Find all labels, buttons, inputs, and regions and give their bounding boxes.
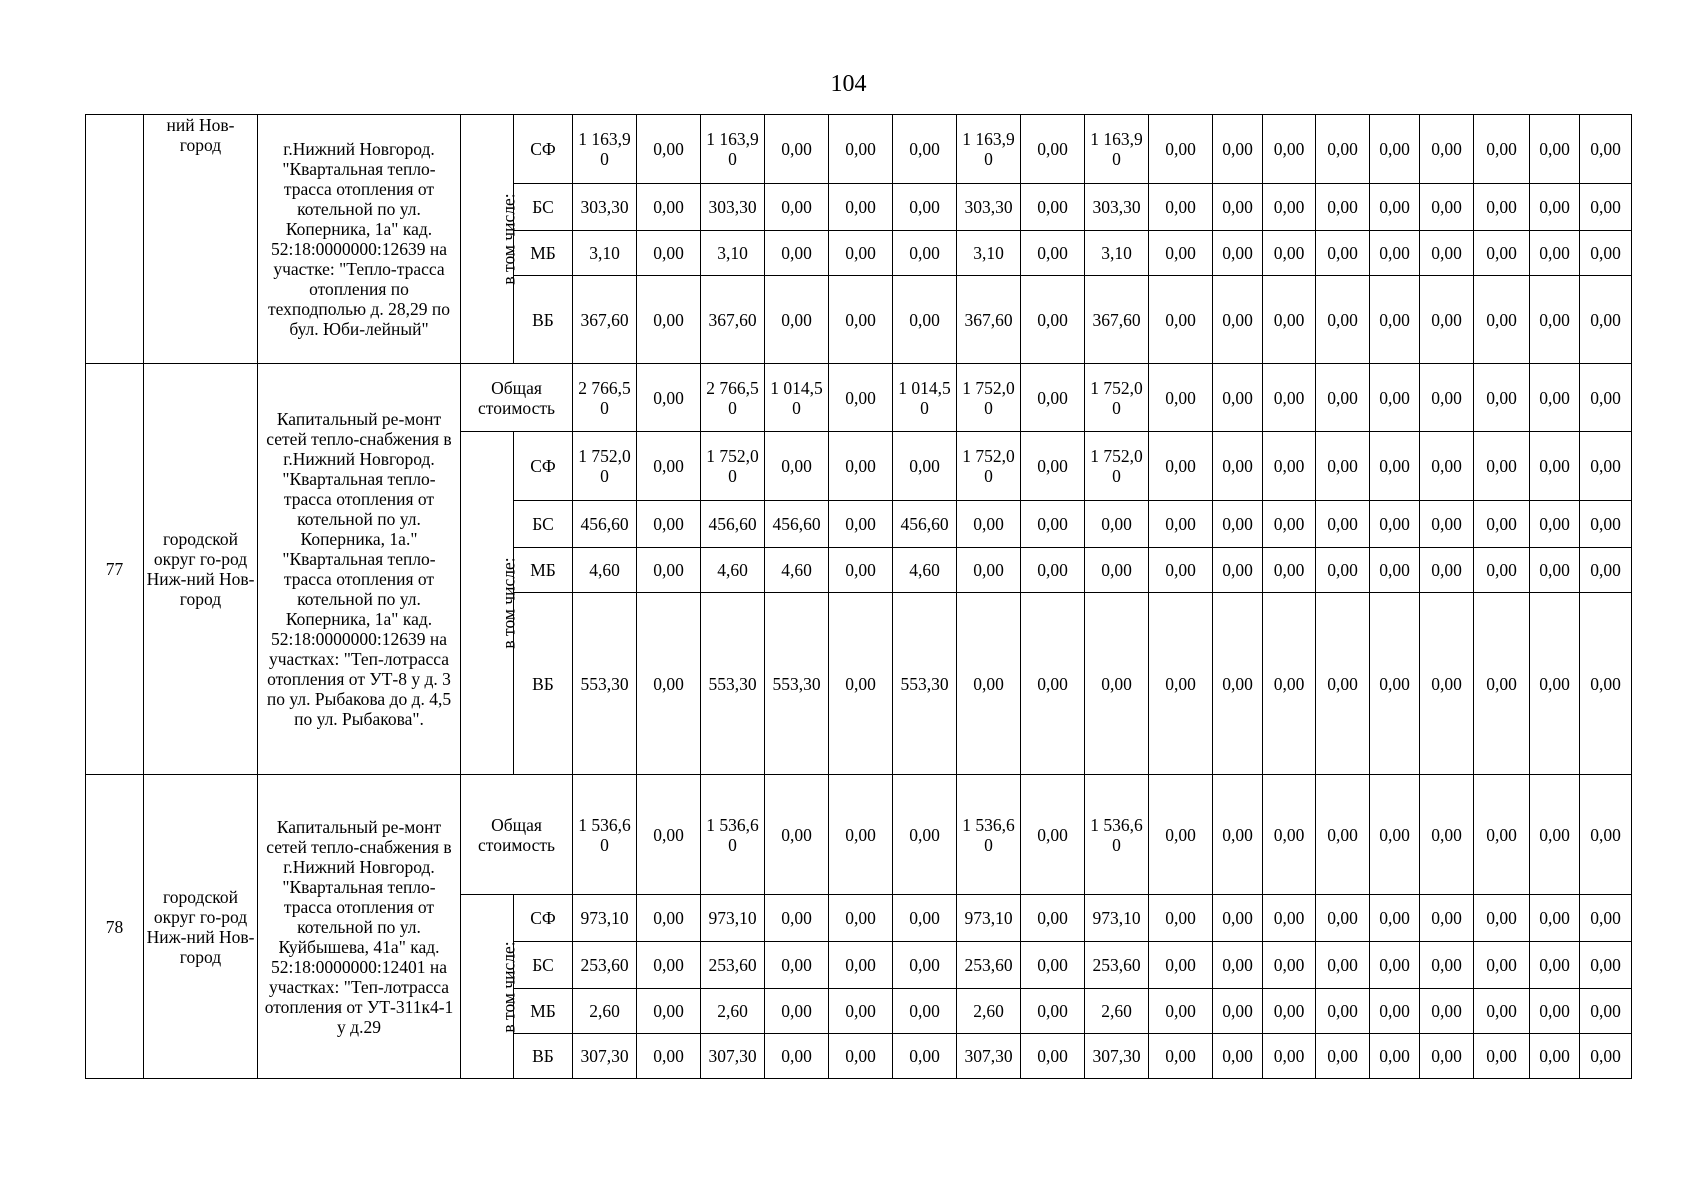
value-cell: 0,00 bbox=[637, 432, 701, 501]
funding-source: СФ bbox=[514, 895, 573, 942]
value-cell: 0,00 bbox=[1021, 501, 1085, 548]
value-cell: 0,00 bbox=[1474, 548, 1530, 593]
value-cell: 0,00 bbox=[1263, 895, 1316, 942]
value-cell: 0,00 bbox=[1316, 548, 1370, 593]
value-cell: 1 163,90 bbox=[701, 115, 765, 184]
value-cell: 456,60 bbox=[765, 501, 829, 548]
value-cell: 367,60 bbox=[1085, 276, 1149, 364]
value-cell: 0,00 bbox=[1420, 115, 1474, 184]
value-cell: 0,00 bbox=[1021, 364, 1085, 432]
value-cell: 0,00 bbox=[1370, 184, 1420, 231]
value-cell: 0,00 bbox=[1149, 593, 1213, 775]
value-cell: 0,00 bbox=[1263, 276, 1316, 364]
value-cell: 0,00 bbox=[765, 989, 829, 1034]
value-cell: 0,00 bbox=[957, 501, 1021, 548]
value-cell: 0,00 bbox=[637, 593, 701, 775]
value-cell: 0,00 bbox=[1021, 775, 1085, 895]
value-cell: 0,00 bbox=[637, 276, 701, 364]
value-cell: 0,00 bbox=[893, 231, 957, 276]
value-cell: 1 752,00 bbox=[1085, 364, 1149, 432]
value-cell: 4,60 bbox=[765, 548, 829, 593]
value-cell: 553,30 bbox=[573, 593, 637, 775]
value-cell: 0,00 bbox=[1021, 548, 1085, 593]
value-cell: 0,00 bbox=[1021, 1034, 1085, 1079]
value-cell: 0,00 bbox=[1474, 989, 1530, 1034]
value-cell: 0,00 bbox=[1021, 184, 1085, 231]
value-cell: 253,60 bbox=[573, 942, 637, 989]
value-cell: 0,00 bbox=[1149, 276, 1213, 364]
value-cell: 0,00 bbox=[1580, 989, 1632, 1034]
value-cell: 553,30 bbox=[765, 593, 829, 775]
value-cell: 0,00 bbox=[1213, 942, 1263, 989]
value-cell: 0,00 bbox=[1420, 895, 1474, 942]
value-cell: 0,00 bbox=[1474, 231, 1530, 276]
value-cell: 0,00 bbox=[1149, 231, 1213, 276]
value-cell: 0,00 bbox=[1474, 276, 1530, 364]
value-cell: 0,00 bbox=[1316, 942, 1370, 989]
value-cell: 0,00 bbox=[893, 1034, 957, 1079]
value-cell: 0,00 bbox=[637, 942, 701, 989]
value-cell: 0,00 bbox=[1021, 942, 1085, 989]
value-cell: 0,00 bbox=[1420, 432, 1474, 501]
value-cell: 0,00 bbox=[637, 989, 701, 1034]
value-cell: 0,00 bbox=[1530, 276, 1580, 364]
value-cell: 1 752,00 bbox=[957, 432, 1021, 501]
value-cell: 0,00 bbox=[1530, 942, 1580, 989]
value-cell: 0,00 bbox=[1370, 1034, 1420, 1079]
value-cell: 2,60 bbox=[701, 989, 765, 1034]
value-cell: 0,00 bbox=[1213, 432, 1263, 501]
value-cell: 0,00 bbox=[1149, 942, 1213, 989]
value-cell: 0,00 bbox=[1530, 501, 1580, 548]
value-cell: 0,00 bbox=[1316, 1034, 1370, 1079]
value-cell: 0,00 bbox=[637, 231, 701, 276]
value-cell: 3,10 bbox=[957, 231, 1021, 276]
value-cell: 0,00 bbox=[1474, 942, 1530, 989]
value-cell: 0,00 bbox=[1474, 1034, 1530, 1079]
value-cell: 973,10 bbox=[1085, 895, 1149, 942]
value-cell: 367,60 bbox=[701, 276, 765, 364]
value-cell: 0,00 bbox=[1580, 775, 1632, 895]
value-cell: 0,00 bbox=[1370, 593, 1420, 775]
value-cell: 2,60 bbox=[1085, 989, 1149, 1034]
value-cell: 0,00 bbox=[1370, 432, 1420, 501]
value-cell: 307,30 bbox=[573, 1034, 637, 1079]
value-cell: 0,00 bbox=[1021, 231, 1085, 276]
total-label: Общая стоимость bbox=[461, 775, 573, 895]
funding-source: БС bbox=[514, 184, 573, 231]
value-cell: 0,00 bbox=[1263, 593, 1316, 775]
value-cell: 0,00 bbox=[1149, 364, 1213, 432]
value-cell: 0,00 bbox=[1021, 989, 1085, 1034]
description-cell: г.Нижний Новгород. "Квартальная тепло-трасса отопления от котельной по ул. Коперника, 1а" кад. 52:18:0000000:12639 на участке: "Тепло-трасса отопления по техподполью д. 28,29 по бул. Юби-лейный" bbox=[258, 115, 461, 364]
value-cell: 0,00 bbox=[1213, 1034, 1263, 1079]
value-cell: 0,00 bbox=[1263, 775, 1316, 895]
value-cell: 0,00 bbox=[1213, 231, 1263, 276]
value-cell: 0,00 bbox=[1474, 364, 1530, 432]
funding-source: СФ bbox=[514, 432, 573, 501]
value-cell: 303,30 bbox=[957, 184, 1021, 231]
value-cell: 0,00 bbox=[1213, 115, 1263, 184]
value-cell: 0,00 bbox=[1370, 231, 1420, 276]
value-cell: 0,00 bbox=[1316, 184, 1370, 231]
value-cell: 0,00 bbox=[1420, 1034, 1474, 1079]
value-cell: 0,00 bbox=[1474, 775, 1530, 895]
value-cell: 0,00 bbox=[829, 895, 893, 942]
budget-table bbox=[85, 114, 1632, 1079]
value-cell: 0,00 bbox=[765, 1034, 829, 1079]
value-cell: 0,00 bbox=[893, 184, 957, 231]
value-cell: 0,00 bbox=[1149, 548, 1213, 593]
value-cell: 0,00 bbox=[1263, 184, 1316, 231]
page-number: 104 bbox=[830, 71, 867, 97]
value-cell: 0,00 bbox=[765, 184, 829, 231]
value-cell: 0,00 bbox=[1316, 895, 1370, 942]
value-cell: 1 752,00 bbox=[573, 432, 637, 501]
value-cell: 0,00 bbox=[1530, 184, 1580, 231]
value-cell: 553,30 bbox=[893, 593, 957, 775]
funding-source: МБ bbox=[514, 989, 573, 1034]
value-cell: 0,00 bbox=[829, 501, 893, 548]
value-cell: 0,00 bbox=[637, 775, 701, 895]
value-cell: 0,00 bbox=[1580, 548, 1632, 593]
value-cell: 0,00 bbox=[1370, 989, 1420, 1034]
value-cell: 0,00 bbox=[1530, 231, 1580, 276]
value-cell: 0,00 bbox=[765, 942, 829, 989]
value-cell: 0,00 bbox=[1420, 989, 1474, 1034]
value-cell: 0,00 bbox=[637, 501, 701, 548]
value-cell: 1 163,90 bbox=[1085, 115, 1149, 184]
funding-source: СФ bbox=[514, 115, 573, 184]
value-cell: 0,00 bbox=[1420, 364, 1474, 432]
value-cell: 0,00 bbox=[829, 231, 893, 276]
value-cell: 0,00 bbox=[829, 276, 893, 364]
value-cell: 0,00 bbox=[1370, 942, 1420, 989]
value-cell: 973,10 bbox=[573, 895, 637, 942]
value-cell: 0,00 bbox=[765, 276, 829, 364]
value-cell: 0,00 bbox=[1021, 115, 1085, 184]
value-cell: 1 163,90 bbox=[957, 115, 1021, 184]
value-cell: 0,00 bbox=[1420, 593, 1474, 775]
value-cell: 0,00 bbox=[893, 276, 957, 364]
value-cell: 253,60 bbox=[957, 942, 1021, 989]
value-cell: 0,00 bbox=[1474, 115, 1530, 184]
value-cell: 0,00 bbox=[1580, 364, 1632, 432]
value-cell: 0,00 bbox=[1530, 548, 1580, 593]
value-cell: 0,00 bbox=[1021, 593, 1085, 775]
value-cell: 1 014,50 bbox=[893, 364, 957, 432]
value-cell: 553,30 bbox=[701, 593, 765, 775]
value-cell: 0,00 bbox=[1316, 989, 1370, 1034]
value-cell: 0,00 bbox=[1316, 364, 1370, 432]
value-cell: 303,30 bbox=[701, 184, 765, 231]
value-cell: 0,00 bbox=[893, 115, 957, 184]
value-cell: 0,00 bbox=[829, 548, 893, 593]
table-row bbox=[86, 364, 1632, 432]
subgroup-label-cell bbox=[461, 432, 519, 775]
value-cell: 0,00 bbox=[1474, 593, 1530, 775]
value-cell: 0,00 bbox=[1149, 1034, 1213, 1079]
value-cell: 0,00 bbox=[1263, 548, 1316, 593]
value-cell: 0,00 bbox=[1085, 501, 1149, 548]
value-cell: 1 752,00 bbox=[701, 432, 765, 501]
value-cell: 2,60 bbox=[573, 989, 637, 1034]
value-cell: 0,00 bbox=[1530, 115, 1580, 184]
subgroup-label-cell bbox=[461, 115, 519, 364]
description-cell: Капитальный ре-монт сетей тепло-снабжения в г.Нижний Новгород. "Квартальная тепло-трасса отопления от котельной по ул. Коперника, 1а." "Квартальная тепло-трасса отопления от котельной по ул. Коперника, 1а" кад. 52:18:0000000:12639 на участках: "Теп-лотрасса отопления от УТ-8 у д. 3 по ул. Рыбакова до д. 4,5 по ул. Рыбакова". bbox=[258, 364, 461, 775]
value-cell: 0,00 bbox=[1316, 501, 1370, 548]
value-cell: 0,00 bbox=[1316, 593, 1370, 775]
value-cell: 0,00 bbox=[1580, 501, 1632, 548]
value-cell: 0,00 bbox=[1316, 115, 1370, 184]
value-cell: 0,00 bbox=[1420, 231, 1474, 276]
value-cell: 0,00 bbox=[1263, 115, 1316, 184]
value-cell: 307,30 bbox=[1085, 1034, 1149, 1079]
value-cell: 4,60 bbox=[701, 548, 765, 593]
value-cell: 0,00 bbox=[765, 231, 829, 276]
value-cell: 0,00 bbox=[829, 942, 893, 989]
value-cell: 0,00 bbox=[1370, 501, 1420, 548]
value-cell: 0,00 bbox=[829, 364, 893, 432]
funding-source: МБ bbox=[514, 548, 573, 593]
value-cell: 0,00 bbox=[637, 548, 701, 593]
funding-source: МБ bbox=[514, 231, 573, 276]
value-cell: 3,10 bbox=[1085, 231, 1149, 276]
value-cell: 0,00 bbox=[1580, 231, 1632, 276]
value-cell: 0,00 bbox=[1263, 942, 1316, 989]
value-cell: 0,00 bbox=[1580, 593, 1632, 775]
value-cell: 0,00 bbox=[765, 895, 829, 942]
value-cell: 1 536,60 bbox=[701, 775, 765, 895]
value-cell: 0,00 bbox=[1420, 184, 1474, 231]
value-cell: 0,00 bbox=[1530, 432, 1580, 501]
value-cell: 456,60 bbox=[701, 501, 765, 548]
value-cell: 2 766,50 bbox=[701, 364, 765, 432]
value-cell: 303,30 bbox=[573, 184, 637, 231]
value-cell: 0,00 bbox=[1370, 775, 1420, 895]
funding-source: ВБ bbox=[514, 1034, 573, 1079]
value-cell: 0,00 bbox=[637, 1034, 701, 1079]
value-cell: 0,00 bbox=[1474, 432, 1530, 501]
value-cell: 0,00 bbox=[1149, 501, 1213, 548]
value-cell: 1 163,90 bbox=[573, 115, 637, 184]
value-cell: 0,00 bbox=[893, 895, 957, 942]
value-cell: 0,00 bbox=[1474, 501, 1530, 548]
value-cell: 0,00 bbox=[1149, 184, 1213, 231]
value-cell: 0,00 bbox=[1149, 989, 1213, 1034]
value-cell: 0,00 bbox=[1370, 364, 1420, 432]
value-cell: 0,00 bbox=[1370, 895, 1420, 942]
value-cell: 0,00 bbox=[1213, 276, 1263, 364]
value-cell: 0,00 bbox=[637, 115, 701, 184]
value-cell: 307,30 bbox=[957, 1034, 1021, 1079]
value-cell: 0,00 bbox=[893, 775, 957, 895]
value-cell: 0,00 bbox=[1316, 432, 1370, 501]
value-cell: 0,00 bbox=[1213, 895, 1263, 942]
value-cell: 456,60 bbox=[573, 501, 637, 548]
value-cell: 0,00 bbox=[765, 432, 829, 501]
row-number: 77 bbox=[86, 364, 144, 775]
value-cell: 3,10 bbox=[573, 231, 637, 276]
value-cell: 0,00 bbox=[1149, 775, 1213, 895]
value-cell: 973,10 bbox=[957, 895, 1021, 942]
value-cell: 4,60 bbox=[573, 548, 637, 593]
funding-source: ВБ bbox=[514, 593, 573, 775]
value-cell: 0,00 bbox=[1213, 593, 1263, 775]
value-cell: 2 766,50 bbox=[573, 364, 637, 432]
value-cell: 456,60 bbox=[893, 501, 957, 548]
value-cell: 0,00 bbox=[1474, 895, 1530, 942]
value-cell: 0,00 bbox=[1580, 895, 1632, 942]
funding-source: БС bbox=[514, 501, 573, 548]
value-cell: 0,00 bbox=[829, 184, 893, 231]
value-cell: 303,30 bbox=[1085, 184, 1149, 231]
value-cell: 0,00 bbox=[1580, 276, 1632, 364]
value-cell: 253,60 bbox=[1085, 942, 1149, 989]
value-cell: 0,00 bbox=[1085, 548, 1149, 593]
value-cell: 0,00 bbox=[957, 548, 1021, 593]
municipality-cell: городской округ го-род Ниж-ний Нов-город bbox=[144, 364, 258, 775]
value-cell: 0,00 bbox=[1213, 364, 1263, 432]
value-cell: 0,00 bbox=[1021, 895, 1085, 942]
value-cell: 0,00 bbox=[1580, 115, 1632, 184]
subgroup-label: в том числе: bbox=[498, 940, 519, 1033]
value-cell: 0,00 bbox=[1420, 548, 1474, 593]
row-number: 78 bbox=[86, 775, 144, 1079]
municipality-cell: городской округ го-род Ниж-ний Нов-город bbox=[144, 775, 258, 1079]
value-cell: 0,00 bbox=[1316, 231, 1370, 276]
value-cell: 0,00 bbox=[637, 895, 701, 942]
value-cell: 0,00 bbox=[1213, 501, 1263, 548]
value-cell: 0,00 bbox=[1213, 184, 1263, 231]
total-label: Общая стоимость bbox=[461, 364, 573, 432]
value-cell: 0,00 bbox=[1530, 989, 1580, 1034]
value-cell: 0,00 bbox=[829, 432, 893, 501]
subgroup-label: в том числе: bbox=[498, 193, 519, 285]
value-cell: 367,60 bbox=[957, 276, 1021, 364]
description-cell: Капитальный ре-монт сетей тепло-снабжения в г.Нижний Новгород. "Квартальная тепло-трасса отопления от котельной по ул. Куйбышева, 41а" кад. 52:18:0000000:12401 на участках: "Теп-лотрасса отопления от УТ-311к4-1 у д.29 bbox=[258, 775, 461, 1079]
subgroup-label: в том числе: bbox=[498, 557, 519, 649]
value-cell: 0,00 bbox=[829, 593, 893, 775]
value-cell: 0,00 bbox=[1263, 1034, 1316, 1079]
value-cell: 973,10 bbox=[701, 895, 765, 942]
value-cell: 3,10 bbox=[701, 231, 765, 276]
value-cell: 0,00 bbox=[765, 115, 829, 184]
value-cell: 0,00 bbox=[1213, 775, 1263, 895]
value-cell: 0,00 bbox=[1213, 989, 1263, 1034]
funding-source: ВБ bbox=[514, 276, 573, 364]
value-cell: 0,00 bbox=[829, 1034, 893, 1079]
value-cell: 0,00 bbox=[1580, 432, 1632, 501]
municipality-cell: ний Нов- город bbox=[144, 115, 258, 364]
value-cell: 0,00 bbox=[893, 942, 957, 989]
value-cell: 0,00 bbox=[829, 989, 893, 1034]
value-cell: 2,60 bbox=[957, 989, 1021, 1034]
value-cell: 0,00 bbox=[1370, 548, 1420, 593]
value-cell: 0,00 bbox=[893, 432, 957, 501]
table-row bbox=[86, 115, 1632, 184]
value-cell: 0,00 bbox=[1085, 593, 1149, 775]
value-cell: 0,00 bbox=[1316, 775, 1370, 895]
value-cell: 1 752,00 bbox=[957, 364, 1021, 432]
funding-source: БС bbox=[514, 942, 573, 989]
value-cell: 0,00 bbox=[1420, 775, 1474, 895]
value-cell: 0,00 bbox=[1370, 115, 1420, 184]
value-cell: 0,00 bbox=[1370, 276, 1420, 364]
value-cell: 0,00 bbox=[1420, 501, 1474, 548]
value-cell: 0,00 bbox=[893, 989, 957, 1034]
value-cell: 0,00 bbox=[1420, 942, 1474, 989]
value-cell: 0,00 bbox=[829, 775, 893, 895]
value-cell: 0,00 bbox=[1530, 364, 1580, 432]
value-cell: 0,00 bbox=[637, 364, 701, 432]
value-cell: 0,00 bbox=[1149, 432, 1213, 501]
value-cell: 367,60 bbox=[573, 276, 637, 364]
value-cell: 0,00 bbox=[1263, 231, 1316, 276]
value-cell: 0,00 bbox=[957, 593, 1021, 775]
value-cell: 0,00 bbox=[829, 115, 893, 184]
value-cell: 0,00 bbox=[1530, 1034, 1580, 1079]
value-cell: 0,00 bbox=[1213, 548, 1263, 593]
value-cell: 0,00 bbox=[1021, 432, 1085, 501]
value-cell: 1 536,60 bbox=[573, 775, 637, 895]
value-cell: 0,00 bbox=[1530, 895, 1580, 942]
value-cell: 0,00 bbox=[1580, 184, 1632, 231]
value-cell: 0,00 bbox=[637, 184, 701, 231]
value-cell: 0,00 bbox=[1474, 184, 1530, 231]
value-cell: 0,00 bbox=[1263, 432, 1316, 501]
value-cell: 0,00 bbox=[1263, 364, 1316, 432]
subgroup-label-cell bbox=[461, 895, 519, 1079]
value-cell: 307,30 bbox=[701, 1034, 765, 1079]
value-cell: 0,00 bbox=[1530, 775, 1580, 895]
value-cell: 0,00 bbox=[1021, 276, 1085, 364]
value-cell: 1 014,50 bbox=[765, 364, 829, 432]
value-cell: 0,00 bbox=[1149, 895, 1213, 942]
value-cell: 0,00 bbox=[1263, 989, 1316, 1034]
value-cell: 0,00 bbox=[1530, 593, 1580, 775]
value-cell: 4,60 bbox=[893, 548, 957, 593]
value-cell: 0,00 bbox=[1263, 501, 1316, 548]
value-cell: 0,00 bbox=[1420, 276, 1474, 364]
value-cell: 0,00 bbox=[1149, 115, 1213, 184]
row-number bbox=[86, 115, 144, 364]
table-row bbox=[86, 775, 1632, 895]
value-cell: 253,60 bbox=[701, 942, 765, 989]
value-cell: 0,00 bbox=[765, 775, 829, 895]
value-cell: 0,00 bbox=[1580, 942, 1632, 989]
value-cell: 0,00 bbox=[1580, 1034, 1632, 1079]
value-cell: 1 536,60 bbox=[1085, 775, 1149, 895]
value-cell: 0,00 bbox=[1316, 276, 1370, 364]
value-cell: 1 752,00 bbox=[1085, 432, 1149, 501]
value-cell: 1 536,60 bbox=[957, 775, 1021, 895]
